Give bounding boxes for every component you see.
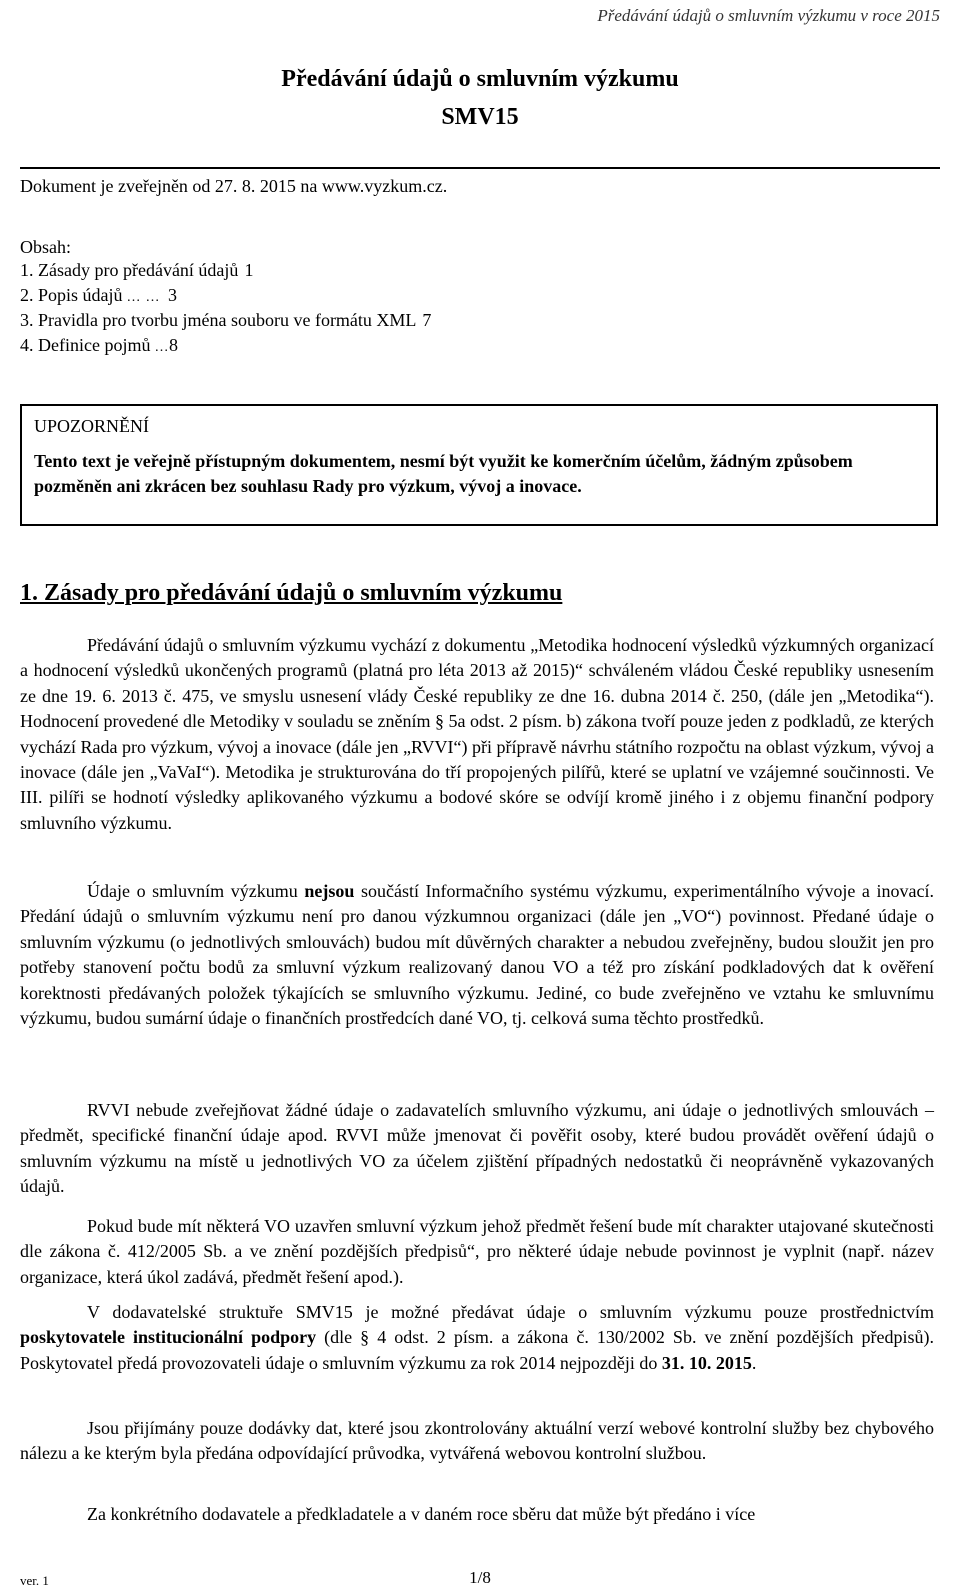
toc-item-page: 3 xyxy=(168,285,177,305)
toc-leader xyxy=(127,290,166,306)
footer-page-number: 1/8 xyxy=(469,1568,491,1587)
toc-item-page: 7 xyxy=(422,310,432,330)
toc-title: Obsah: xyxy=(20,237,71,257)
toc-item[interactable] xyxy=(20,335,178,359)
toc-item-page: 8 xyxy=(169,335,178,355)
section-heading: 1. Zásady pro předávání údajů o smluvním výzkumu xyxy=(20,580,563,606)
paragraph xyxy=(20,879,934,1031)
paragraph xyxy=(20,1502,934,1527)
toc-item-page: 1 xyxy=(244,260,254,280)
text-run-bold: nejsou xyxy=(304,881,355,901)
text-run: V dodavatelské struktuře SMV15 je možné předávat údaje o smluvním výzkumu pouze prostřednictvím xyxy=(87,1302,934,1322)
text-run-bold: 31. 10. 2015 xyxy=(661,1352,752,1373)
toc-item[interactable] xyxy=(20,260,254,284)
toc-leader xyxy=(154,340,167,356)
text-run: Údaje o smluvním výzkumu xyxy=(87,881,305,901)
paragraph xyxy=(20,1214,934,1290)
title-divider xyxy=(20,167,940,169)
paragraph-text: RVVI nebude zveřejňovat žádné údaje o zadavatelích smluvního výzkumu, ani údaje o jednotlivých smlouvách – předmět, specifické finanční údaje apod. RVVI může jmenovat či pověřit osoby, které budou provádět ověření údajů o smluvním výzkumu na místě u jednotlivých VO za účelem zjištění případných nedostatků či neoprávněně vykazovaných údajů. xyxy=(20,1100,934,1197)
paragraph-text: Předávání údajů o smluvním výzkumu vychází z dokumentu „Metodika hodnocení výsledků výzkumných organizací a hodnocení výsledků ukončených programů (platná pro léta 2013 až 2015)“ schváleném vládou České republiky usnesením ze dne 19. 6. 2013 č. 475, ve smyslu usnesení vlády České republiky ze dne 16. dubna 2014 č. 250, (dále jen „Metodika“). Hodnocení provedené dle Metodiky v souladu se zněním § 5a odst. 2 písm. b) zákona tvoří pouze jeden z podkladů, ze kterých vychází Rada pro výzkum, vývoj a inovace (dále jen „RVVI“) při přípravě návrhu státního rozpočtu na oblast výzkum, vývoj a inovace (dále jen „VaVaI“). Metodika je strukturována do tří propojených pilířů, které se uplatní ve vzájemné součinnosti. Ve III. pilíři se hodnotí výsledky aplikovaného výzkumu a bodové skóre se odvíjí kromě jiného i z objemu finanční podpory smluvního výzkumu. xyxy=(20,635,934,833)
paragraph-text: Jsou přijímány pouze dodávky dat, které jsou zkontrolovány aktuální verzí webové kontrolní služby bez chybového nálezu a ke kterým byla předána odpovídající průvodka, vytvářená webovou kontrolní službou. xyxy=(20,1418,934,1464)
running-header: Předávání údajů o smluvním výzkumu v roce 2015 xyxy=(597,6,940,25)
warning-title: UPOZORNĚNÍ xyxy=(34,416,149,436)
toc-item[interactable] xyxy=(20,285,177,309)
warning-text: Tento text je veřejně přístupným dokumentem, nesmí být využit ke komerčním účelům, žádným způsobem pozměněn ani zkrácen bez souhlasu Rady pro výzkum, vývoj a inovace. xyxy=(34,451,853,496)
paragraph xyxy=(20,1416,934,1467)
text-run: součástí Informačního systému výzkumu, experimentálního vývoje a inovací. Předání údajů o smluvním výzkumu není pro danou výzkumnou organizaci (dále jen „VO“) povinnost. Předané údaje o smluvním výzkumu (o jednotlivých smlouvách) budou mít důvěrných charakter a nebudou zveřejněny, budou sloužit jen pro potřeby stanovení počtu bodů za smluvní výzkum realizovaný danou VO a též pro získání podkladových dat k ověření korektnosti předávaných položek týkajících se smluvního výzkumu. Jediné, co bude zveřejněno ve vztahu ke smluvnímu výzkumu, budou sumární údaje o finančních prostředcích dané VO, tj. celková suma těchto prostředků. xyxy=(20,881,934,1029)
footer-version: ver. 1 xyxy=(20,1573,49,1588)
toc-item-label: 1. Zásady pro předávání údajů xyxy=(20,260,239,280)
text-run: (dle § 4 odst. 2 písm. a zákona č. 130/2002 Sb. ve znění pozdějších předpisů). Poskytovatel předá provozovateli údaje o smluvním výzkumu za rok 2014 nejpozději do xyxy=(20,1327,935,1373)
text-run-bold: poskytovatele institucionální podpory xyxy=(20,1327,317,1348)
paragraph-text: Pokud bude mít některá VO uzavřen smluvní výzkum jehož předmět řešení bude mít charakter utajované skutečnosti dle zákona č. 412/2005 Sb. a ve znění pozdějších předpisů“, pro některé údaje nebude povinnost je vyplnit (např. název organizace, která úkol zadává, předmět řešení apod.). xyxy=(20,1216,934,1287)
text-run: . xyxy=(751,1352,757,1373)
paragraph-text xyxy=(20,1300,934,1376)
paragraph-text: Za konkrétního dodavatele a předkladatele a v daném roce sběru dat může být předáno i více xyxy=(87,1504,756,1524)
document-title: Předávání údajů o smluvním výzkumu xyxy=(281,66,679,92)
warning-box xyxy=(20,404,938,526)
publication-note: Dokument je zveřejněn od 27. 8. 2015 na www.vyzkum.cz. xyxy=(20,176,448,196)
document-code: SMV15 xyxy=(441,104,519,130)
toc-item[interactable] xyxy=(20,310,432,334)
toc-item-label: 4. Definice pojmů xyxy=(20,335,151,355)
toc-item-label: 2. Popis údajů xyxy=(20,285,123,305)
paragraph-text xyxy=(20,879,934,1031)
paragraph xyxy=(20,1098,934,1200)
toc-item-label: 3. Pravidla pro tvorbu jména souboru ve formátu XML xyxy=(20,310,417,330)
paragraph xyxy=(20,633,934,836)
paragraph xyxy=(20,1300,934,1376)
